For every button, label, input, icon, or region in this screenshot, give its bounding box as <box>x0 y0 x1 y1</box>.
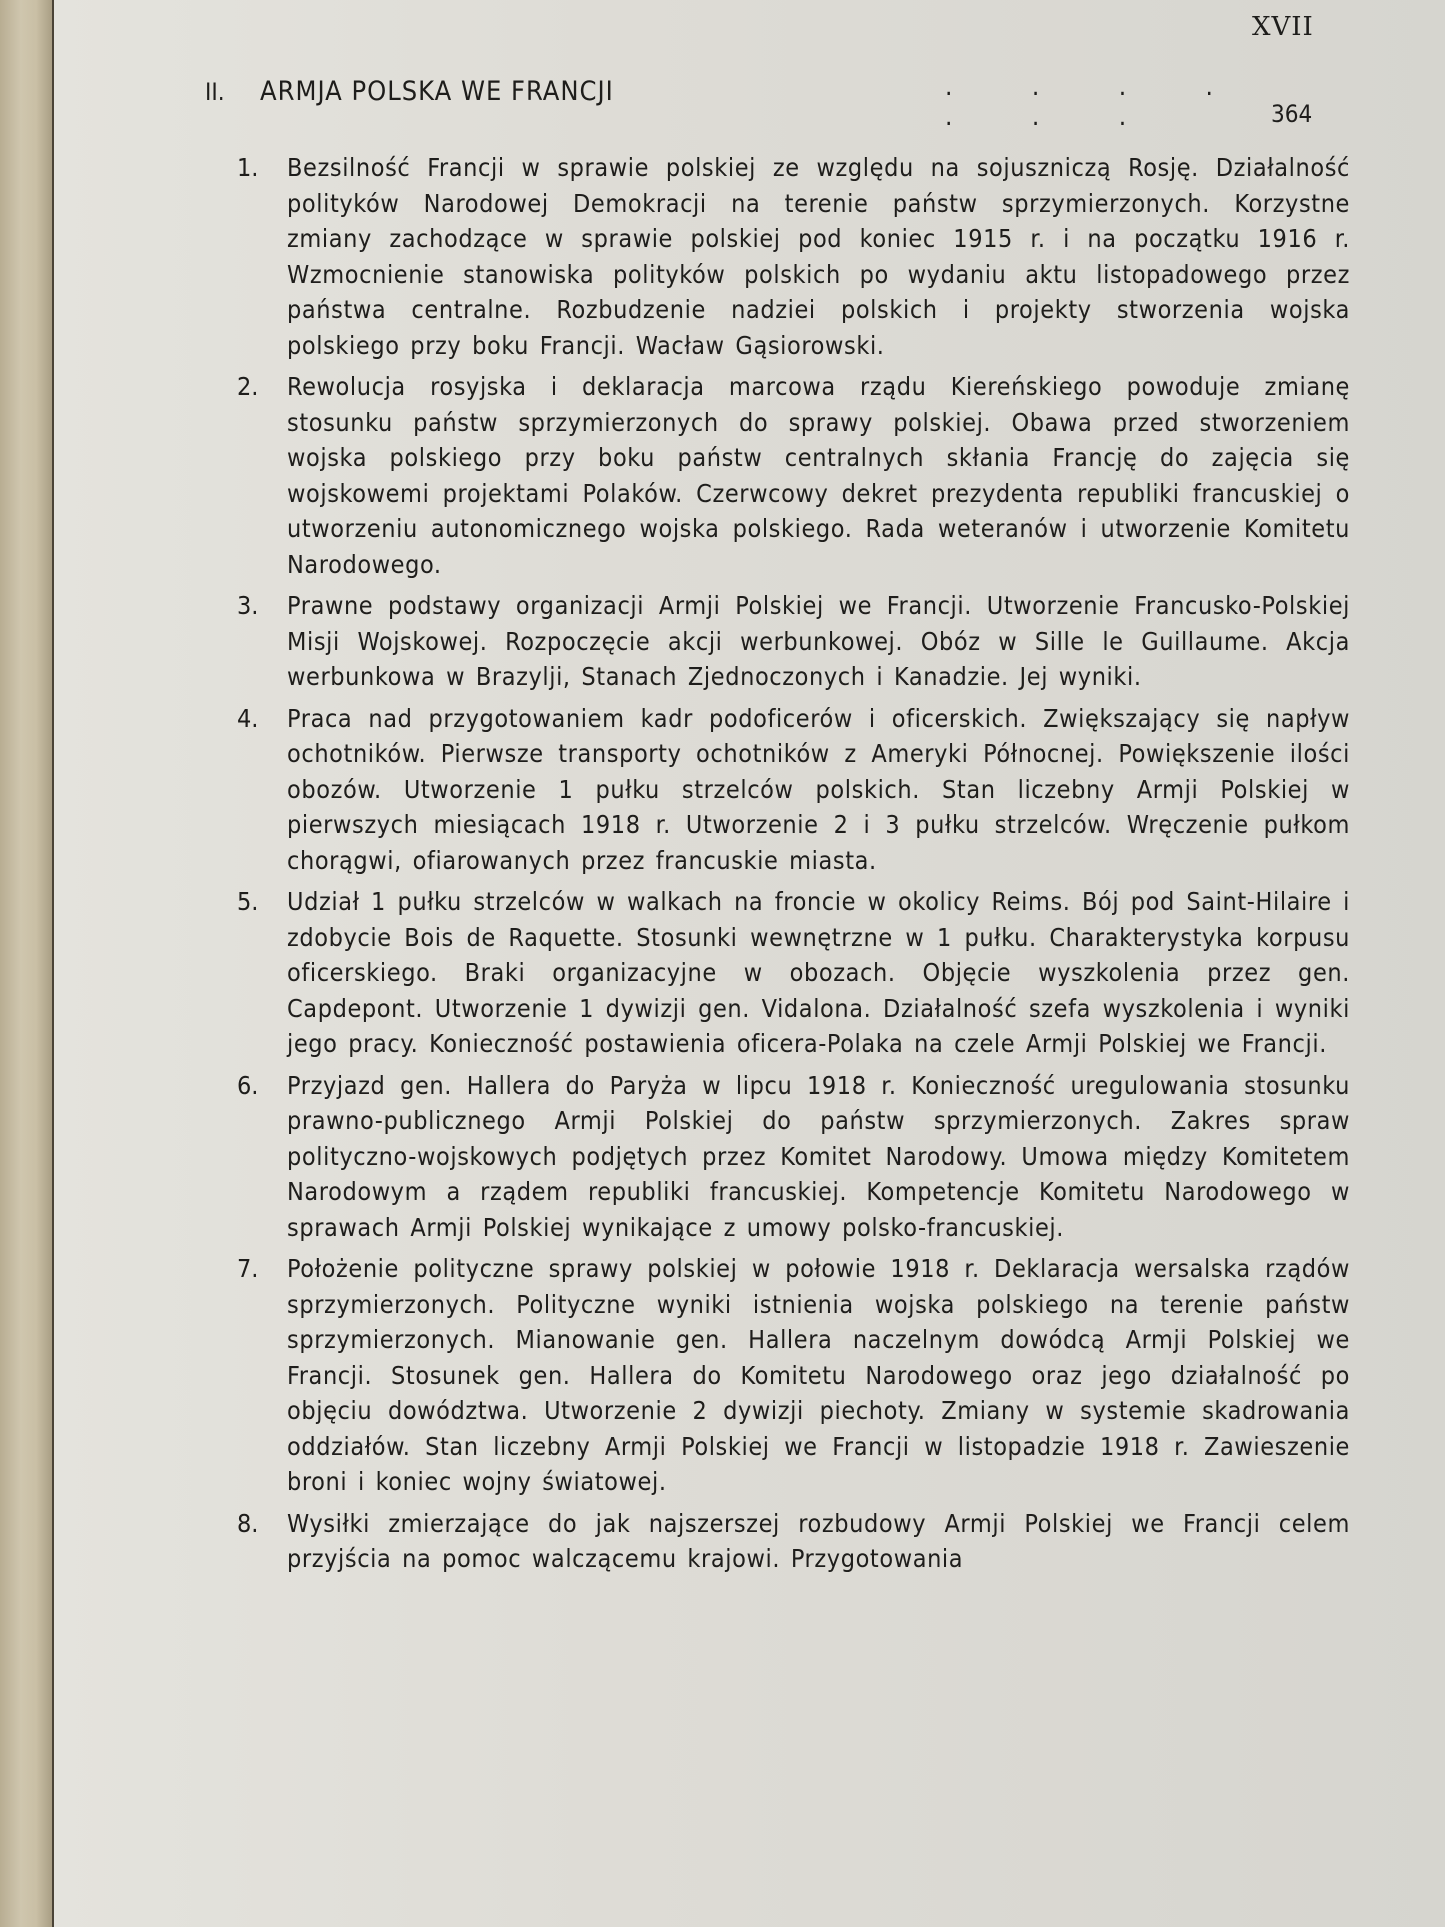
entry-number: 6. <box>237 1070 259 1100</box>
page-folio: XVII <box>1252 12 1314 42</box>
contents-entry <box>215 701 1350 879</box>
entry-text: Bezsilność Francji w sprawie polskiej ze względu na sojuszniczą Rosję. Działalność polityków Narodowej Demokracji na terenie państw sprzymierzonych. Korzystne zmiany zachodzące w sprawie polskiej pod koniec 1915 r. i na początku 1916 r. Wzmocnienie stanowiska polityków polskich po wydaniu aktu listopadowego przez państwa centralne. Rozbudzenie nadziei polskich i projekty stworzenia wojska polskiego przy boku Francji. Wacław Gąsiorowski. <box>287 153 1350 360</box>
contents-entry <box>215 369 1350 582</box>
entry-number: 8. <box>237 1508 259 1538</box>
book-binding <box>0 0 52 1927</box>
contents-entry <box>215 1251 1350 1500</box>
chapter-number: II. <box>205 78 225 106</box>
chapter-page-number: 364 <box>1271 100 1313 128</box>
entry-number: 1. <box>237 153 259 182</box>
entry-text: Prawne podstawy organizacji Armji Polskiej we Francji. Utworzenie Francusko-Polskiej Misji Wojskowej. Rozpoczęcie akcji werbunkowej. Obóz w Sille le Guillaume. Akcja werbunkowa w Brazylji, Stanach Zjednoczonych i Kanadzie. Jej wyniki. <box>287 591 1350 691</box>
contents-entry <box>215 1068 1350 1246</box>
entry-number: 3. <box>237 591 259 620</box>
chapter-title: ARMJA POLSKA WE FRANCJI <box>260 76 614 107</box>
contents-entries <box>215 150 1350 1583</box>
entry-number: 7. <box>237 1254 259 1283</box>
dot-leader: . . . . . . . <box>945 72 1249 132</box>
contents-entry <box>215 1506 1350 1577</box>
contents-entry <box>215 884 1350 1062</box>
entry-text: Rewolucja rosyjska i deklaracja marcowa rządu Kiereńskiego powoduje zmianę stosunku państw sprzymierzonych do sprawy polskiej. Obawa przed stworzeniem wojska polskiego przy boku państw centralnych skłania Francję do zajęcia się wojskowemi projektami Polaków. Czerwcowy dekret prezydenta republiki francuskiej o utworzeniu autonomicznego wojska polskiego. Rada weteranów i utworzenie Komitetu Narodowego. <box>287 372 1350 579</box>
contents-entry <box>215 588 1350 695</box>
contents-entry <box>215 150 1350 363</box>
entry-number: 4. <box>237 703 259 733</box>
entry-text: Przyjazd gen. Hallera do Paryża w lipcu 1918 r. Konieczność uregulowania stosunku prawno-publicznego Armji Polskiej do państw sprzymierzonych. Zakres spraw polityczno-wojskowych podjętych przez Komitet Narodowy. Umowa między Komitetem Narodowym a rządem republiki francuskiej. Kompetencje Komitetu Narodowego w sprawach Armji Polskiej wynikające z umowy polsko-francuskiej. <box>287 1070 1350 1242</box>
entry-number: 2. <box>237 372 259 401</box>
entry-text: Położenie polityczne sprawy polskiej w połowie 1918 r. Deklaracja wersalska rządów sprzymierzonych. Polityczne wyniki istnienia wojska polskiego na terenie państw sprzymierzonych. Mianowanie gen. Hallera naczelnym dowódcą Armji Polskiej we Francji. Stosunek gen. Hallera do Komitetu Narodowego oraz jego działalność po objęciu dowództwa. Utworzenie 2 dywizji piechoty. Zmiany w systemie skadrowania oddziałów. Stan liczebny Armji Polskiej we Francji w listopadzie 1918 r. Zawieszenie broni i koniec wojny światowej. <box>287 1254 1350 1496</box>
chapter-heading <box>205 72 1335 132</box>
entry-number: 5. <box>237 887 259 916</box>
entry-text: Praca nad przygotowaniem kadr podoficerów i oficerskich. Zwiększający się napływ ochotników. Pierwsze transporty ochotników z Ameryki Północnej. Powiększenie ilości obozów. Utworzenie 1 pułku strzelców polskich. Stan liczebny Armji Polskiej w pierwszych miesiącach 1918 r. Utworzenie 2 i 3 pułku strzelców. Wręczenie pułkom chorągwi, ofiarowanych przez francuskie miasta. <box>287 703 1350 875</box>
entry-text: Wysiłki zmierzające do jak najszerszej rozbudowy Armji Polskiej we Francji celem przyjścia na pomoc walczącemu krajowi. Przygotowania <box>287 1508 1350 1573</box>
entry-text: Udział 1 pułku strzelców w walkach na froncie w okolicy Reims. Bój pod Saint-Hilaire i zdobycie Bois de Raquette. Stosunki wewnętrzne w 1 pułku. Charakterystyka korpusu oficerskiego. Braki organizacyjne w obozach. Objęcie wyszkolenia przez gen. Capdepont. Utworzenie 1 dywizji gen. Vidalona. Działalność szefa wyszkolenia i wyniki jego pracy. Konieczność postawienia oficera-Polaka na czele Armji Polskiej we Francji. <box>287 887 1350 1058</box>
